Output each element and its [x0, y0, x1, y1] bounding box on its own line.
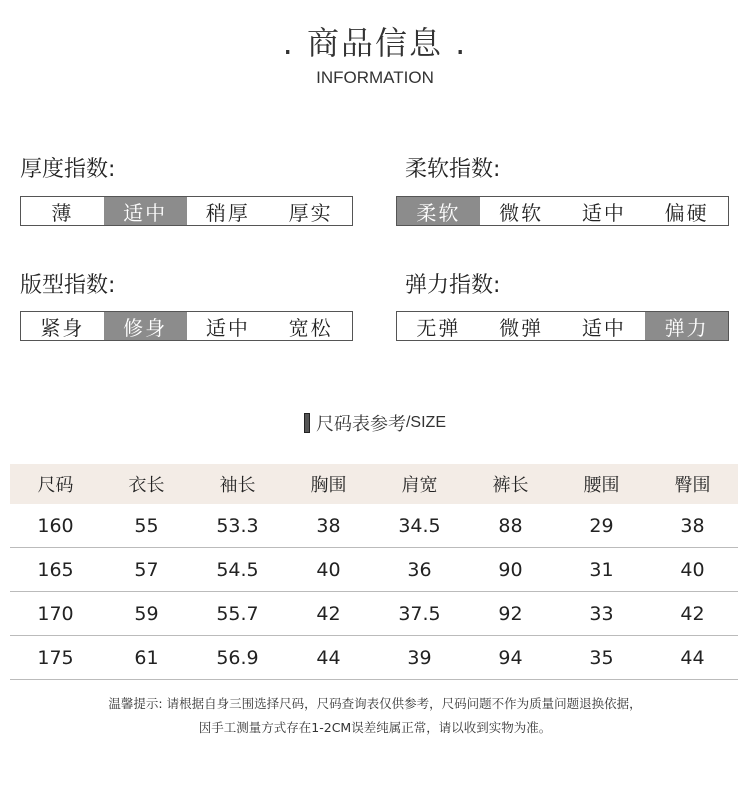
table-row — [10, 548, 738, 592]
table-cell: 61 — [134, 646, 159, 669]
table-cell: 165 — [37, 558, 74, 581]
softness-index-label: 柔软指数: — [405, 157, 501, 182]
table-cell: 94 — [498, 646, 523, 669]
table-cell: 34.5 — [398, 514, 441, 537]
table-cell: 40 — [680, 558, 705, 581]
table-header — [10, 464, 738, 504]
softness-option: 偏硬 — [664, 200, 709, 225]
thickness-option: 稍厚 — [205, 200, 250, 225]
fit-index-bar — [20, 311, 353, 341]
column-header: 胸围 — [310, 475, 347, 496]
table-cell: 92 — [498, 602, 523, 625]
softness-option: 微软 — [499, 200, 544, 225]
table-cell: 42 — [680, 602, 705, 625]
column-header: 臀围 — [674, 475, 711, 496]
column-header: 肩宽 — [401, 475, 438, 496]
elasticity-index-label: 弹力指数: — [405, 273, 501, 298]
table-cell: 53.3 — [216, 514, 259, 537]
fit-option: 紧身 — [40, 315, 85, 340]
table-cell: 38 — [680, 514, 705, 537]
table-cell: 160 — [37, 514, 74, 537]
thickness-index-label: 厚度指数: — [20, 157, 116, 182]
fit-option: 适中 — [205, 315, 250, 340]
table-cell: 54.5 — [216, 558, 259, 581]
column-header: 腰围 — [583, 475, 620, 496]
fit-option: 宽松 — [288, 315, 333, 340]
thickness-index-bar — [20, 196, 353, 226]
thickness-option: 适中 — [104, 197, 187, 225]
table-cell: 170 — [37, 602, 74, 625]
softness-option: 适中 — [581, 200, 626, 225]
size-table — [10, 464, 738, 680]
column-header: 裤长 — [492, 475, 529, 496]
table-cell: 44 — [316, 646, 341, 669]
elasticity-index-bar — [396, 311, 729, 341]
page-title: . 商品信息 . — [282, 24, 468, 62]
table-row — [10, 636, 738, 680]
table-cell: 37.5 — [398, 602, 441, 625]
table-cell: 59 — [134, 602, 159, 625]
column-header: 尺码 — [37, 475, 74, 496]
table-cell: 56.9 — [216, 646, 259, 669]
column-header: 袖长 — [219, 475, 256, 496]
table-cell: 90 — [498, 558, 523, 581]
table-cell: 38 — [316, 514, 341, 537]
column-header: 衣长 — [128, 475, 165, 496]
table-cell: 55.7 — [216, 602, 259, 625]
softness-option: 柔软 — [397, 197, 480, 225]
table-cell: 39 — [407, 646, 432, 669]
table-cell: 40 — [316, 558, 341, 581]
table-cell: 175 — [37, 646, 74, 669]
fit-index-label: 版型指数: — [20, 273, 116, 298]
table-cell: 44 — [680, 646, 705, 669]
elasticity-option: 无弹 — [416, 315, 461, 340]
table-row — [10, 592, 738, 636]
elasticity-option: 适中 — [581, 315, 626, 340]
table-cell: 36 — [407, 558, 432, 581]
softness-index-bar — [396, 196, 729, 226]
elasticity-option: 弹力 — [645, 312, 728, 340]
table-cell: 33 — [589, 602, 614, 625]
table-cell: 42 — [316, 602, 341, 625]
note-line-2: 因手工测量方式存在1-2CM误差纯属正常，请以收到实物为准。 — [198, 720, 552, 735]
page-subtitle: INFORMATION — [316, 68, 434, 87]
thickness-option: 厚实 — [288, 200, 333, 225]
table-cell: 88 — [498, 514, 523, 537]
fit-option: 修身 — [104, 312, 187, 340]
bar-icon — [304, 413, 310, 433]
table-cell: 29 — [589, 514, 614, 537]
table-cell: 55 — [134, 514, 159, 537]
table-cell: 31 — [589, 558, 614, 581]
size-chart-heading — [0, 410, 750, 436]
note-line-1: 温馨提示: 请根据自身三围选择尺码，尺码查询表仅供参考，尺码问题不作为质量问题退换依据， — [108, 696, 642, 711]
size-chart-title-en: /SIZE — [405, 414, 446, 431]
table-cell: 35 — [589, 646, 614, 669]
elasticity-option: 微弹 — [499, 315, 544, 340]
thickness-option: 薄 — [51, 200, 74, 225]
table-cell: 57 — [134, 558, 159, 581]
size-chart-title: 尺码表参考 — [315, 414, 406, 435]
table-row — [10, 504, 738, 548]
